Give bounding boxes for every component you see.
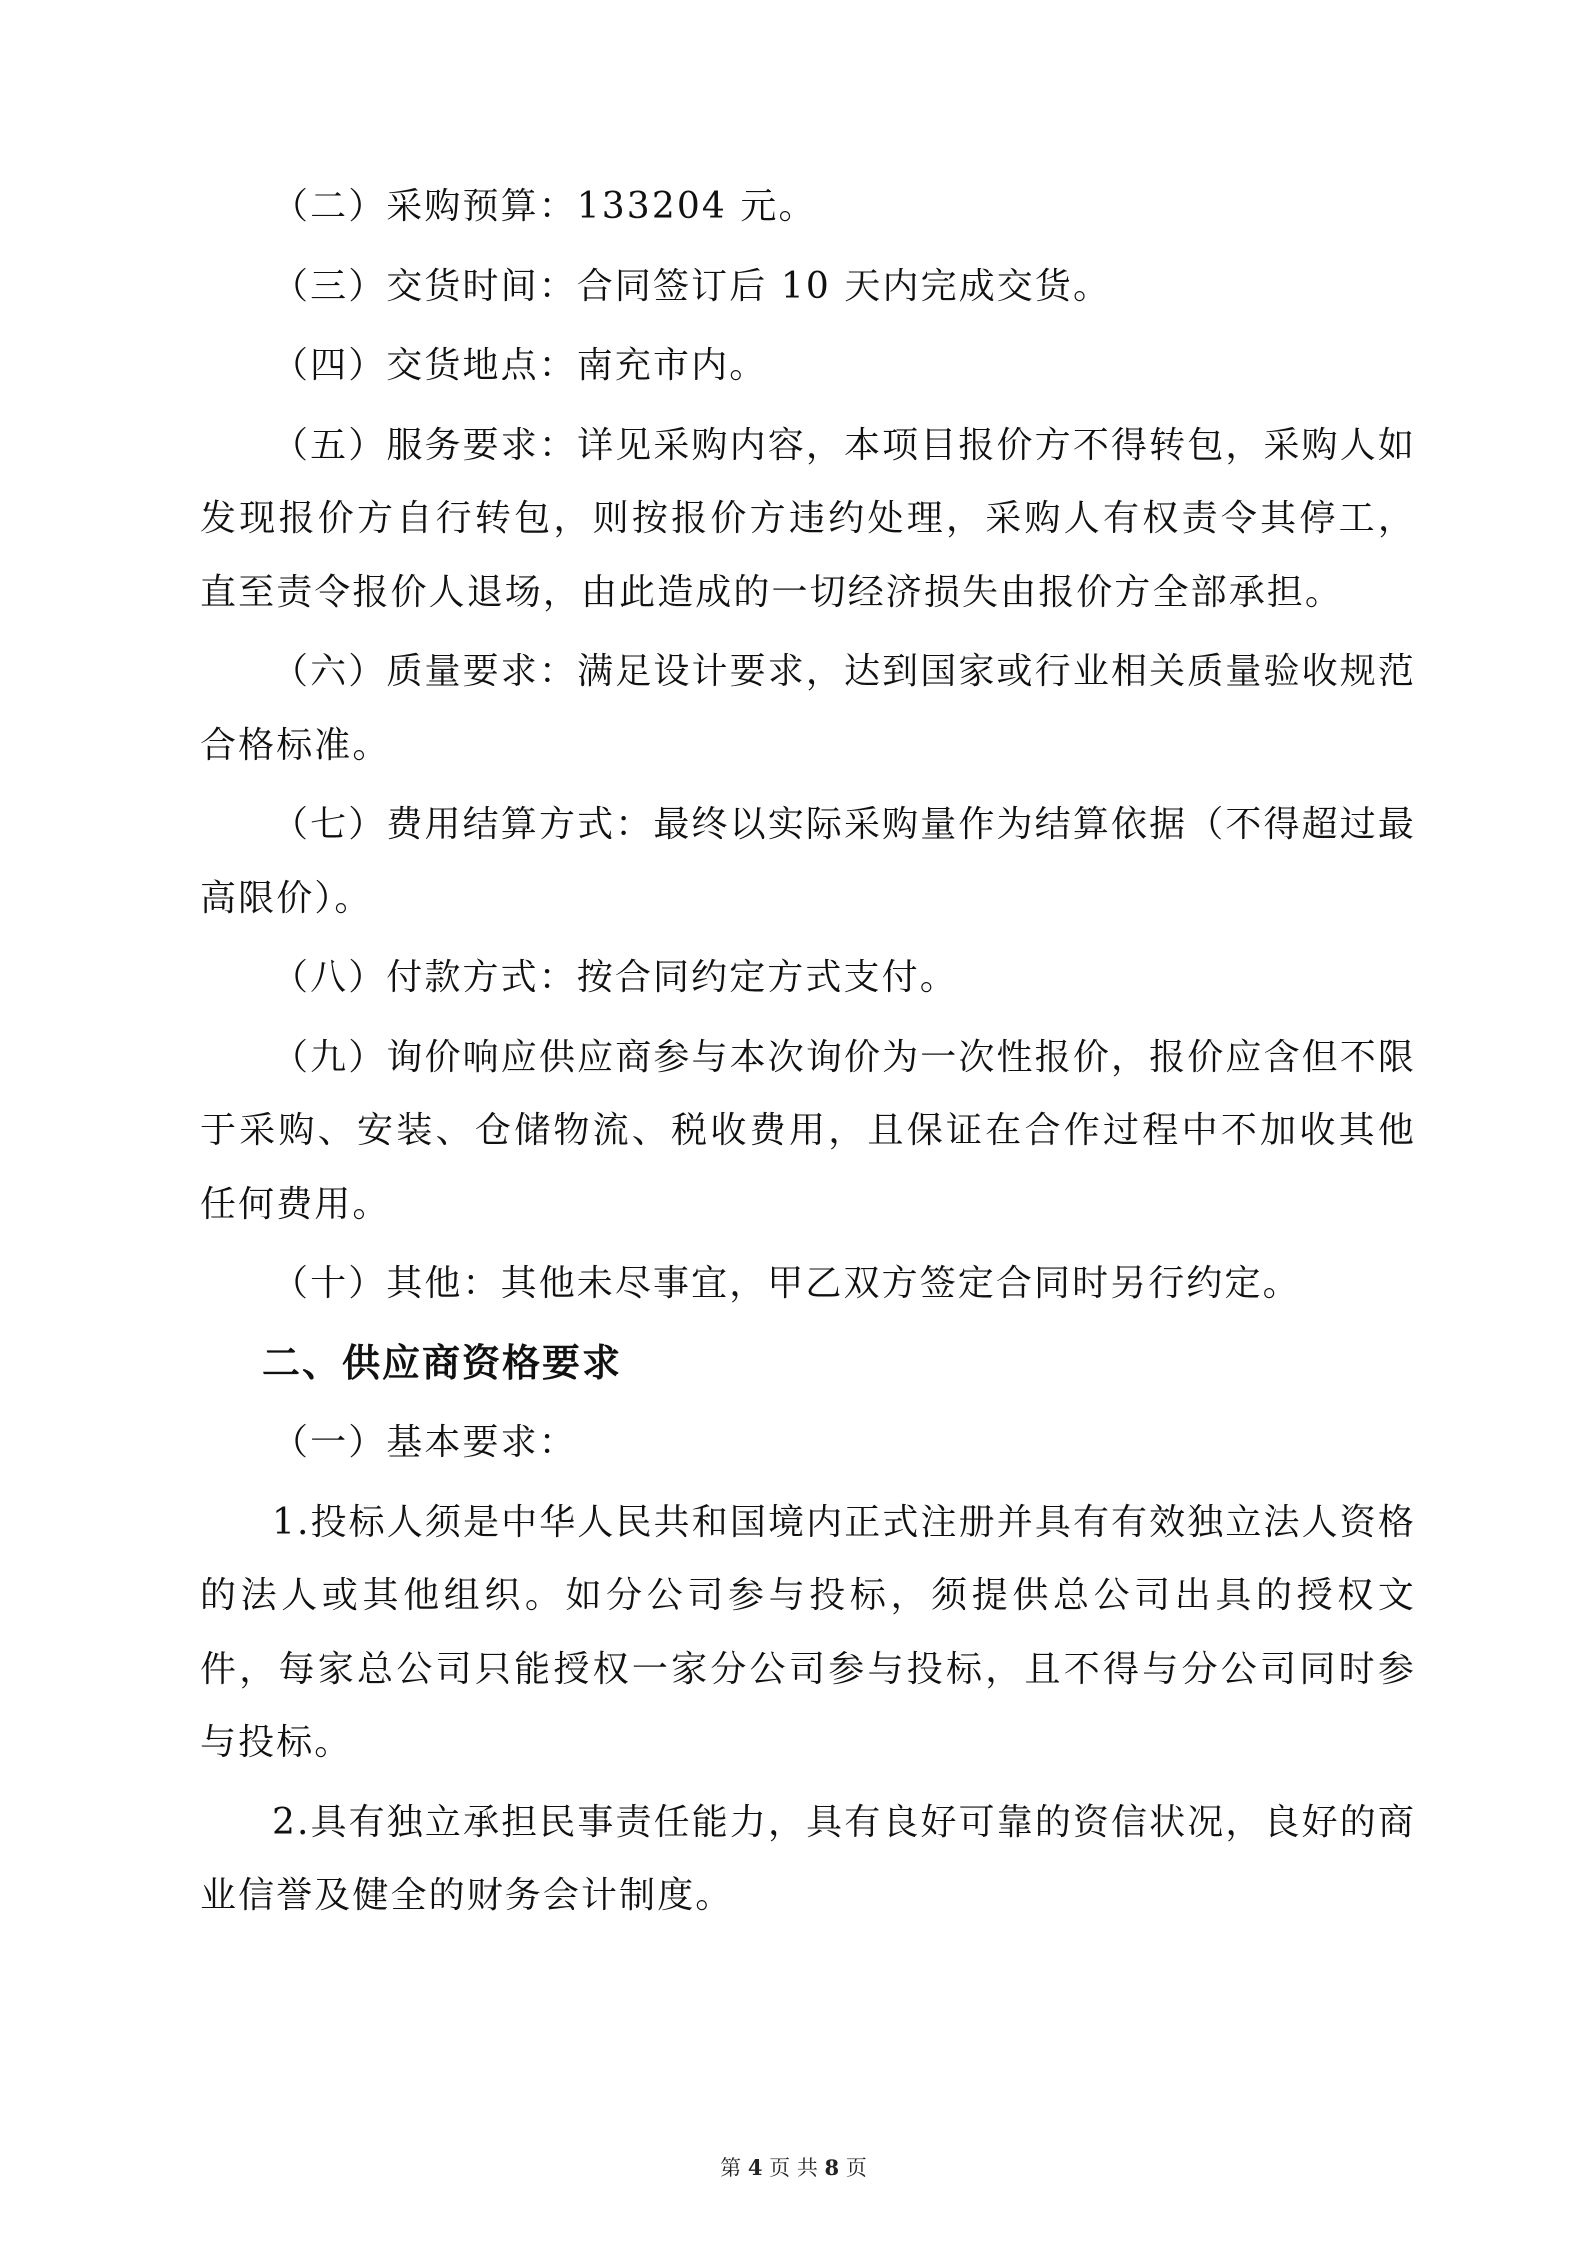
footer-current-page: 4 bbox=[747, 2155, 763, 2180]
section-heading-supplier-qualifications: 二、供应商资格要求 bbox=[262, 1340, 623, 1385]
footer-total-pages: 8 bbox=[824, 2155, 840, 2180]
paragraph-delivery-time: （三）交货时间：合同签订后 10 天内完成交货。 bbox=[272, 265, 1112, 307]
paragraph-settlement-method: （七）费用结算方式：最终以实际采购量作为结算依据（不得超过最高限价）。 bbox=[200, 804, 1416, 919]
paragraph-budget: （二）采购预算：133204 元。 bbox=[272, 186, 817, 227]
paragraph-requirement-1: 1.投标人须是中华人民共和国境内正式注册并具有有效独立法人资格的法人或其他组织。如分公司参与投标，须提供总公司出具的授权文件，每家总公司只能授权一家分公司参与投标，且不得与分公司同时参与投标。 bbox=[200, 1501, 1416, 1763]
footer-prefix: 第 bbox=[720, 2156, 742, 2180]
footer-middle: 页 共 bbox=[769, 2156, 818, 2180]
paragraph-quality-requirements: （六）质量要求：满足设计要求，达到国家或行业相关质量验收规范合格标准。 bbox=[200, 651, 1416, 766]
paragraph-basic-requirements: （一）基本要求： bbox=[272, 1422, 577, 1463]
paragraph-requirement-2: 2.具有独立承担民事责任能力，具有良好可靠的资信状况，良好的商业信誉及健全的财务会计制度。 bbox=[200, 1801, 1416, 1916]
document-body bbox=[200, 170, 1416, 1939]
page-number-footer bbox=[0, 2152, 1587, 2182]
paragraph-other-terms: （十）其他：其他未尽事宜，甲乙双方签定合同时另行约定。 bbox=[272, 1263, 1301, 1304]
footer-suffix: 页 bbox=[845, 2156, 867, 2180]
paragraph-delivery-location: （四）交货地点：南充市内。 bbox=[272, 345, 768, 386]
paragraph-payment-method: （八）付款方式：按合同约定方式支付。 bbox=[272, 957, 958, 998]
paragraph-service-requirements: （五）服务要求：详见采购内容，本项目报价方不得转包，采购人如发现报价方自行转包，则按报价方违约处理，采购人有权责令其停工，直至责令报价人退场，由此造成的一切经济损失由报价方全部承担。 bbox=[200, 424, 1416, 613]
paragraph-quotation-terms: （九）询价响应供应商参与本次询价为一次性报价，报价应含但不限于采购、安装、仓储物流、税收费用，且保证在合作过程中不加收其他任何费用。 bbox=[200, 1036, 1416, 1225]
